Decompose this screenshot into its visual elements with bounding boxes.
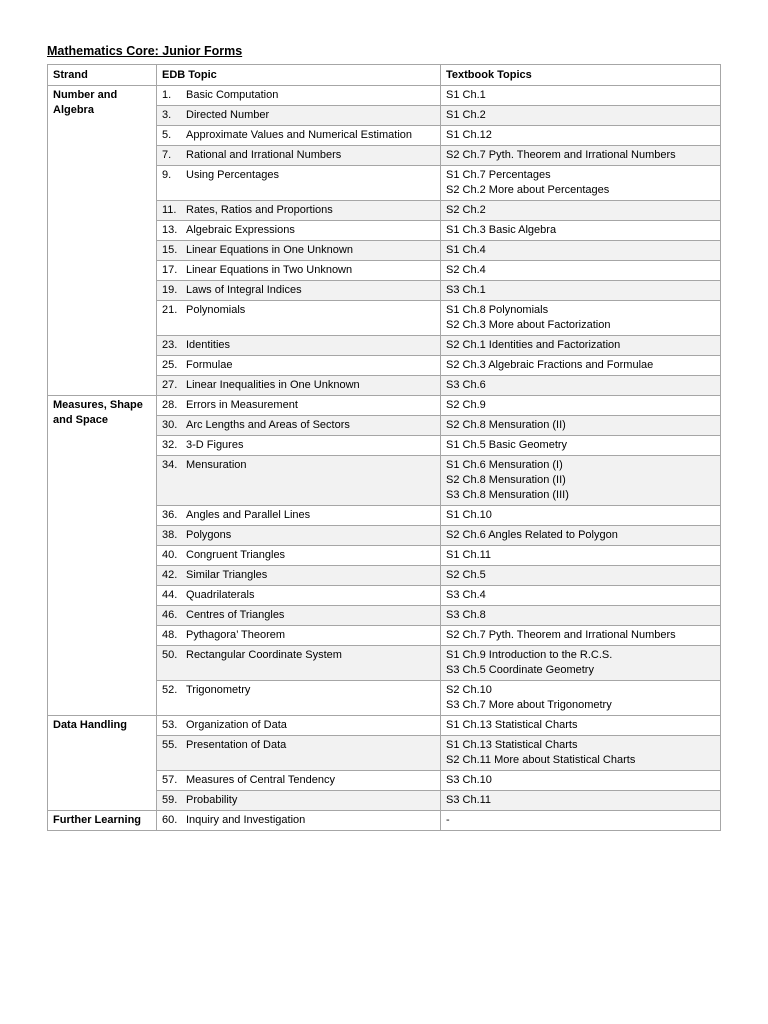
topic-number: 38. [162, 529, 178, 541]
topic-name: Errors in Measurement [186, 399, 298, 411]
topic-name: Pythagora’ Theorem [186, 629, 286, 641]
textbook-topic: S2 Ch.10 [446, 684, 492, 696]
topic-name: Directed Number [186, 109, 270, 121]
edb-topic-cell [157, 681, 441, 716]
table-row [48, 396, 721, 416]
textbook-topics-cell [441, 586, 721, 606]
edb-topic-cell [157, 376, 441, 396]
edb-topic-cell [157, 716, 441, 736]
textbook-topic: S2 Ch.7 Pyth. Theorem and Irrational Numbers [446, 149, 676, 161]
topic-name: Algebraic Expressions [186, 224, 295, 236]
textbook-topic: S1 Ch.7 Percentages [446, 169, 551, 181]
topic-number: 28. [162, 399, 178, 411]
table-row [48, 716, 721, 736]
topic-name: Probability [186, 794, 238, 806]
topic-number: 60. [162, 814, 178, 826]
textbook-topics-cell [441, 566, 721, 586]
topic-name: Linear Inequalities in One Unknown [186, 379, 360, 391]
topic-number: 34. [162, 459, 178, 471]
topic-number: 57. [162, 774, 178, 786]
table-body [48, 86, 721, 831]
topic-name: Quadrilaterals [186, 589, 255, 601]
topic-number: 53. [162, 719, 178, 731]
topic-name: Similar Triangles [186, 569, 268, 581]
textbook-topics-cell [441, 646, 721, 681]
topic-number: 23. [162, 339, 178, 351]
textbook-topics-cell [441, 736, 721, 771]
edb-topic-cell [157, 736, 441, 771]
topic-number: 52. [162, 684, 178, 696]
strand-cell: Further Learning [48, 811, 157, 831]
edb-topic-cell [157, 396, 441, 416]
textbook-topics-cell [441, 436, 721, 456]
topic-number: 32. [162, 439, 178, 451]
textbook-topics-cell [441, 166, 721, 201]
topic-name: Rates, Ratios and Proportions [186, 204, 333, 216]
textbook-topics-cell [441, 261, 721, 281]
textbook-topic: S2 Ch.9 [446, 399, 486, 411]
topic-number: 44. [162, 589, 178, 601]
topic-name: Linear Equations in One Unknown [186, 244, 353, 256]
topic-number: 19. [162, 284, 178, 296]
topic-number: 5. [162, 129, 172, 141]
textbook-topics-cell [441, 771, 721, 791]
textbook-topic: S2 Ch.7 Pyth. Theorem and Irrational Numbers [446, 629, 676, 641]
edb-topic-cell [157, 201, 441, 221]
edb-topic-cell [157, 526, 441, 546]
textbook-topic: S2 Ch.3 Algebraic Fractions and Formulae [446, 359, 654, 371]
edb-topic-cell [157, 146, 441, 166]
edb-topic-cell [157, 336, 441, 356]
textbook-topics-cell [441, 221, 721, 241]
edb-topic-cell [157, 416, 441, 436]
topic-name: Approximate Values and Numerical Estimation [186, 129, 413, 141]
textbook-topics-cell [441, 356, 721, 376]
edb-topic-cell [157, 506, 441, 526]
textbook-topics-cell [441, 86, 721, 106]
topic-name: Basic Computation [186, 89, 279, 101]
textbook-topics-cell [441, 416, 721, 436]
textbook-topic: S3 Ch.4 [446, 589, 486, 601]
topic-name: Presentation of Data [186, 739, 287, 751]
textbook-topic: S1 Ch.13 Statistical Charts [446, 719, 578, 731]
edb-topic-cell [157, 86, 441, 106]
topic-name: Centres of Triangles [186, 609, 285, 621]
textbook-topic: S2 Ch.8 Mensuration (II) [446, 419, 566, 431]
topic-number: 46. [162, 609, 178, 621]
edb-topic-cell [157, 356, 441, 376]
topic-number: 50. [162, 649, 178, 661]
textbook-topic: S3 Ch.11 [446, 794, 492, 806]
edb-topic-cell [157, 301, 441, 336]
textbook-topic: S3 Ch.10 [446, 774, 492, 786]
topic-name: Linear Equations in Two Unknown [186, 264, 353, 276]
topic-number: 21. [162, 304, 178, 316]
topic-name: Arc Lengths and Areas of Sectors [186, 419, 350, 431]
topic-name: 3-D Figures [186, 439, 244, 451]
topic-name: Polygons [186, 529, 232, 541]
topic-number: 59. [162, 794, 178, 806]
topic-number: 40. [162, 549, 178, 561]
textbook-topic: S2 Ch.6 Angles Related to Polygon [446, 529, 618, 541]
topic-name: Organization of Data [186, 719, 287, 731]
textbook-topic: S2 Ch.2 [446, 204, 486, 216]
edb-topic-cell [157, 221, 441, 241]
textbook-topic: S3 Ch.8 Mensuration (III) [446, 489, 569, 501]
edb-topic-cell [157, 791, 441, 811]
table-row [48, 811, 721, 831]
textbook-topic: S2 Ch.8 Mensuration (II) [446, 474, 566, 486]
textbook-topic: S1 Ch.2 [446, 109, 486, 121]
textbook-topics-cell [441, 336, 721, 356]
textbook-topics-cell [441, 716, 721, 736]
edb-topic-cell [157, 626, 441, 646]
textbook-topics-cell [441, 281, 721, 301]
textbook-topic: S1 Ch.8 Polynomials [446, 304, 549, 316]
textbook-topics-cell [441, 376, 721, 396]
edb-topic-cell [157, 241, 441, 261]
textbook-topic: S2 Ch.2 More about Percentages [446, 184, 610, 196]
textbook-topic: S1 Ch.5 Basic Geometry [446, 439, 568, 451]
textbook-topics-cell [441, 526, 721, 546]
strand-cell: Number and Algebra [48, 86, 157, 396]
textbook-topic: S1 Ch.1 [446, 89, 486, 101]
textbook-topics-cell [441, 201, 721, 221]
textbook-topic: S1 Ch.6 Mensuration (I) [446, 459, 563, 471]
topic-number: 30. [162, 419, 178, 431]
topic-name: Congruent Triangles [186, 549, 286, 561]
textbook-topics-cell [441, 301, 721, 336]
edb-topic-cell [157, 456, 441, 506]
textbook-topic: S3 Ch.7 More about Trigonometry [446, 699, 612, 711]
textbook-topic: S1 Ch.10 [446, 509, 492, 521]
topic-number: 15. [162, 244, 178, 256]
textbook-topics-cell [441, 146, 721, 166]
edb-topic-cell [157, 166, 441, 201]
textbook-topic: S2 Ch.1 Identities and Factorization [446, 339, 621, 351]
topic-name: Inquiry and Investigation [186, 814, 306, 826]
textbook-topic: S1 Ch.4 [446, 244, 486, 256]
edb-topic-cell [157, 261, 441, 281]
edb-topic-cell [157, 771, 441, 791]
curriculum-table [47, 64, 721, 831]
topic-name: Angles and Parallel Lines [186, 509, 311, 521]
topic-number: 1. [162, 89, 172, 101]
textbook-topic: S1 Ch.11 [446, 549, 492, 561]
textbook-topic: S3 Ch.8 [446, 609, 486, 621]
topic-number: 36. [162, 509, 178, 521]
textbook-topics-cell [441, 546, 721, 566]
textbook-topics-cell [441, 456, 721, 506]
page-title: Mathematics Core: Junior Forms [47, 44, 243, 58]
textbook-topic: S2 Ch.11 More about Statistical Charts [446, 754, 636, 766]
edb-topic-cell [157, 281, 441, 301]
textbook-topics-cell [441, 106, 721, 126]
textbook-topic: S1 Ch.9 Introduction to the R.C.S. [446, 649, 613, 661]
header-edb-topic: EDB Topic [157, 65, 441, 86]
textbook-topic: S3 Ch.6 [446, 379, 486, 391]
textbook-topic: - [446, 814, 450, 826]
textbook-topics-cell [441, 791, 721, 811]
topic-number: 3. [162, 109, 172, 121]
edb-topic-cell [157, 811, 441, 831]
edb-topic-cell [157, 436, 441, 456]
textbook-topics-cell [441, 811, 721, 831]
topic-number: 9. [162, 169, 172, 181]
textbook-topic: S3 Ch.1 [446, 284, 486, 296]
edb-topic-cell [157, 106, 441, 126]
edb-topic-cell [157, 546, 441, 566]
topic-number: 42. [162, 569, 178, 581]
topic-number: 55. [162, 739, 178, 751]
topic-number: 17. [162, 264, 178, 276]
textbook-topics-cell [441, 626, 721, 646]
topic-number: 27. [162, 379, 178, 391]
topic-name: Formulae [186, 359, 233, 371]
textbook-topic: S2 Ch.5 [446, 569, 486, 581]
textbook-topic: S1 Ch.12 [446, 129, 492, 141]
topic-number: 11. [162, 204, 177, 216]
textbook-topic: S3 Ch.5 Coordinate Geometry [446, 664, 594, 676]
edb-topic-cell [157, 646, 441, 681]
topic-name: Laws of Integral Indices [186, 284, 302, 296]
edb-topic-cell [157, 126, 441, 146]
topic-number: 25. [162, 359, 178, 371]
topic-name: Polynomials [186, 304, 246, 316]
textbook-topic: S1 Ch.3 Basic Algebra [446, 224, 557, 236]
topic-name: Using Percentages [186, 169, 279, 181]
header-textbook-topics: Textbook Topics [441, 65, 721, 86]
textbook-topics-cell [441, 241, 721, 261]
topic-number: 13. [162, 224, 178, 236]
topic-name: Identities [186, 339, 231, 351]
edb-topic-cell [157, 586, 441, 606]
header-strand: Strand [48, 65, 157, 86]
topic-name: Measures of Central Tendency [186, 774, 335, 786]
topic-name: Rational and Irrational Numbers [186, 149, 342, 161]
textbook-topics-cell [441, 126, 721, 146]
textbook-topic: S2 Ch.3 More about Factorization [446, 319, 611, 331]
textbook-topics-cell [441, 506, 721, 526]
edb-topic-cell [157, 566, 441, 586]
topic-name: Mensuration [186, 459, 247, 471]
textbook-topic: S2 Ch.4 [446, 264, 486, 276]
textbook-topic: S1 Ch.13 Statistical Charts [446, 739, 578, 751]
edb-topic-cell [157, 606, 441, 626]
table-row [48, 86, 721, 106]
topic-number: 48. [162, 629, 178, 641]
topic-name: Trigonometry [186, 684, 251, 696]
table-header-row [48, 65, 721, 86]
textbook-topics-cell [441, 606, 721, 626]
textbook-topics-cell [441, 681, 721, 716]
textbook-topics-cell [441, 396, 721, 416]
strand-cell: Measures, Shape and Space [48, 396, 157, 716]
topic-name: Rectangular Coordinate System [186, 649, 342, 661]
topic-number: 7. [162, 149, 172, 161]
strand-cell: Data Handling [48, 716, 157, 811]
